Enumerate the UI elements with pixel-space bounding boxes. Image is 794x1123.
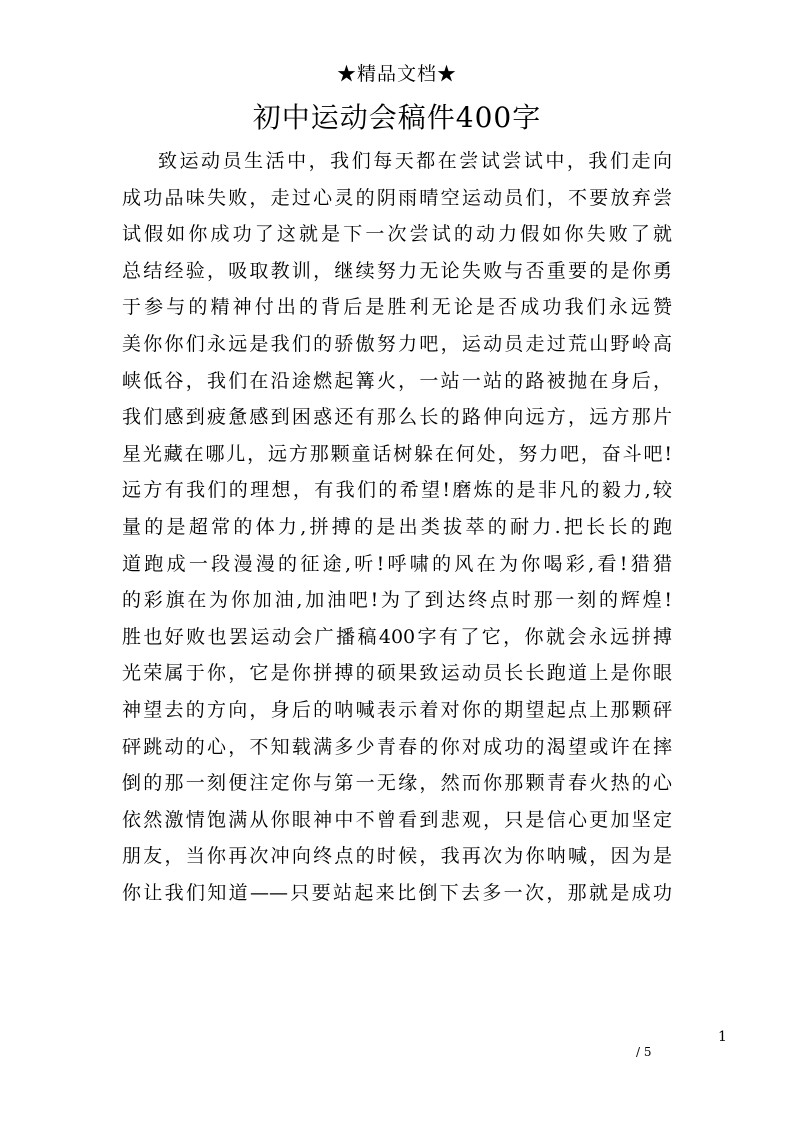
text-line: 峡低谷，我们在沿途燃起篝火，一站一站的路被抛在身后， bbox=[122, 369, 672, 392]
text-line: 美你你们永远是我们的骄傲努力吧，运动员走过荒山野岭高 bbox=[122, 332, 672, 355]
page-total: / 5 bbox=[636, 1045, 652, 1059]
text-line: 我们感到疲惫感到困惑还有那么长的路伸向远方，远方那片 bbox=[122, 406, 672, 429]
text-line: 胜也好败也罢运动会广播稿400字有了它，你就会永远拼搏 bbox=[122, 625, 672, 648]
header-mark: ★精品文档★ bbox=[336, 63, 457, 85]
page-number: 1 bbox=[718, 1029, 727, 1045]
text-line: 神望去的方向，身后的呐喊表示着对你的期望起点上那颗砰 bbox=[122, 698, 672, 721]
text-line: 星光藏在哪儿，远方那颗童话树躲在何处，努力吧，奋斗吧! bbox=[122, 442, 672, 465]
text-line: 致运动员生活中，我们每天都在尝试尝试中，我们走向 bbox=[158, 150, 672, 172]
text-line: 量的是超常的体力,拼搏的是出类拔萃的耐力.把长长的跑 bbox=[122, 515, 672, 538]
text-line: 砰跳动的心，不知载满多少青春的你对成功的渴望或许在摔 bbox=[122, 735, 672, 758]
text-line: 倒的那一刻便注定你与第一无缘，然而你那颗青春火热的心 bbox=[122, 772, 672, 795]
document-title: 初中运动会稿件400字 bbox=[252, 101, 542, 134]
text-line: 你让我们知道——只要站起来比倒下去多一次，那就是成功 bbox=[122, 881, 672, 904]
text-line: 试假如你成功了这就是下一次尝试的动力假如你失败了就 bbox=[122, 223, 672, 246]
text-line: 依然激情饱满从你眼神中不曾看到悲观，只是信心更加坚定 bbox=[122, 808, 672, 831]
text-line: 成功品味失败，走过心灵的阴雨晴空运动员们，不要放弃尝 bbox=[122, 186, 672, 209]
text-line: 光荣属于你，它是你拼搏的硕果致运动员长长跑道上是你眼 bbox=[122, 662, 672, 685]
text-line: 远方有我们的理想，有我们的希望!磨炼的是非凡的毅力,较 bbox=[122, 479, 672, 502]
body-text bbox=[122, 143, 672, 911]
text-line: 于参与的精神付出的背后是胜利无论是否成功我们永远赞 bbox=[122, 296, 672, 319]
text-line: 总结经验，吸取教训，继续努力无论失败与否重要的是你勇 bbox=[122, 259, 672, 282]
text-line: 的彩旗在为你加油,加油吧!为了到达终点时那一刻的辉煌! bbox=[122, 589, 672, 612]
text-line: 朋友，当你再次冲向终点的时候，我再次为你呐喊，因为是 bbox=[122, 845, 672, 868]
text-line: 道跑成一段漫漫的征途,听!呼啸的风在为你喝彩,看!猎猎 bbox=[122, 552, 672, 575]
